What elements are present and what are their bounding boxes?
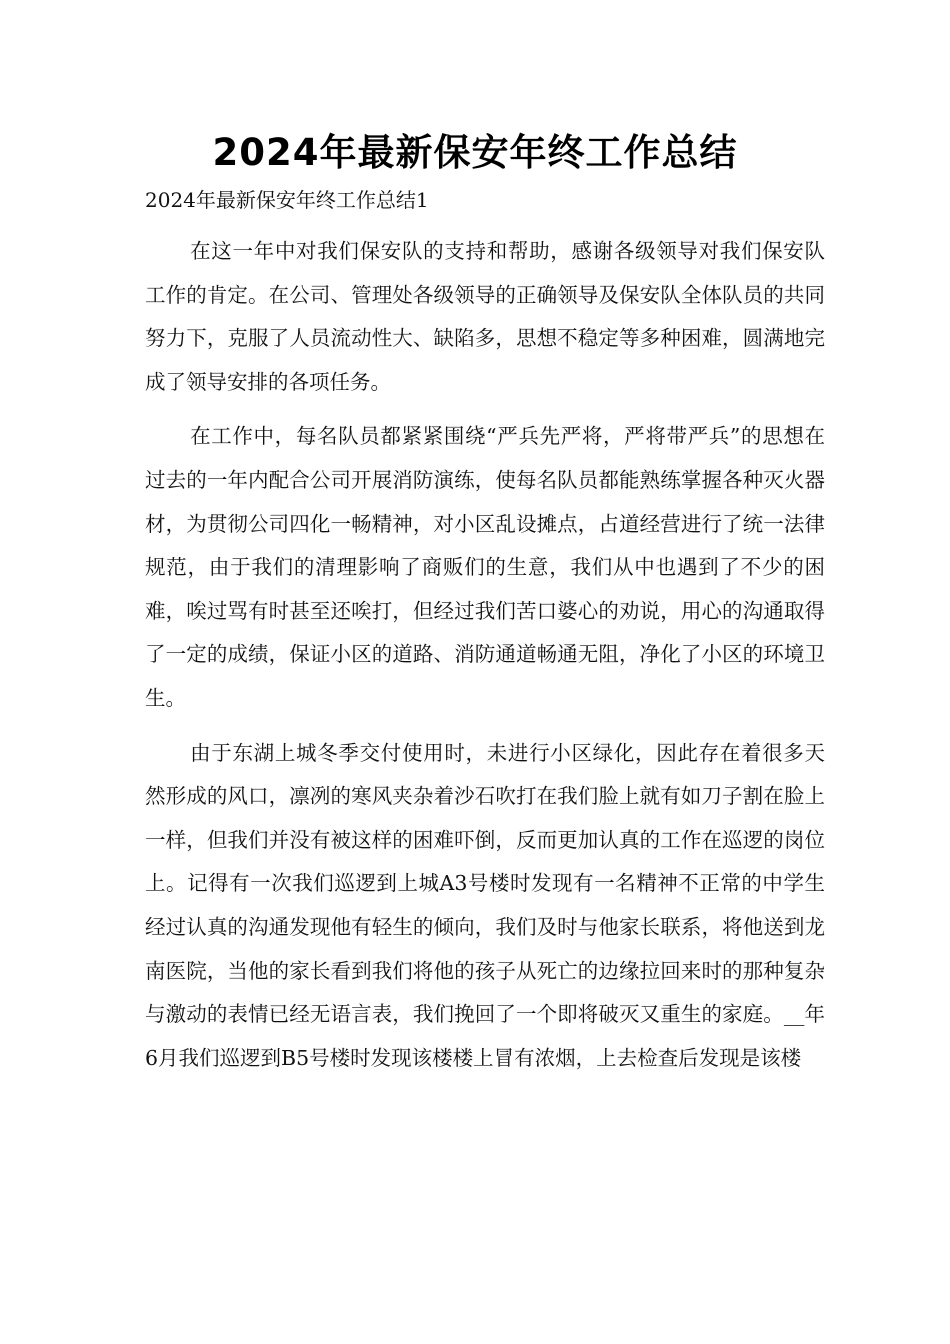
document-subtitle: 2024年最新保安年终工作总结1: [145, 188, 429, 212]
paragraph-3: 由于东湖上城冬季交付使用时，未进行小区绿化，因此存在着很多天然形成的风口，凛冽的寒风夹杂着沙石吹打在我们脸上就有如刀子割在脸上一样，但我们并没有被这样的困难吓倒，反而更加认真的工作在巡逻的岗位上。记得有一次我们巡逻到上城A3号楼时发现有一名精神不正常的中学生经过认真的沟通发现他有轻生的倾向，我们及时与他家长联系，将他送到龙南医院，当他的家长看到我们将他的孩子从死亡的边缘拉回来时的那种复杂与激动的表情已经无语言表，我们挽回了一个即将破灭又重生的家庭。__年6月我们巡逻到B5号楼时发现该楼楼上冒有浓烟，上去检查后发现是该楼: [145, 740, 825, 1070]
paragraph-1: 在这一年中对我们保安队的支持和帮助，感谢各级领导对我们保安队工作的肯定。在公司、管理处各级领导的正确领导及保安队全体队员的共同努力下，克服了人员流动性大、缺陷多，思想不稳定等多种困难，圆满地完成了领导安排的各项任务。: [145, 239, 825, 394]
document-body: [145, 230, 825, 1091]
paragraph-2: 在工作中，每名队员都紧紧围绕“严兵先严将，严将带严兵”的思想在过去的一年内配合公司开展消防演练，使每名队员都能熟练掌握各种灭火器材，为贯彻公司四化一畅精神，对小区乱设摊点，占道经营进行了统一法律规范，由于我们的清理影响了商贩们的生意，我们从中也遇到了不少的困难，唉过骂有时甚至还唉打，但经过我们苦口婆心的劝说，用心的沟通取得了一定的成绩，保证小区的道路、消防通道畅通无阻，净化了小区的环境卫生。: [145, 424, 825, 710]
document-title: 2024年最新保安年终工作总结: [212, 131, 738, 174]
